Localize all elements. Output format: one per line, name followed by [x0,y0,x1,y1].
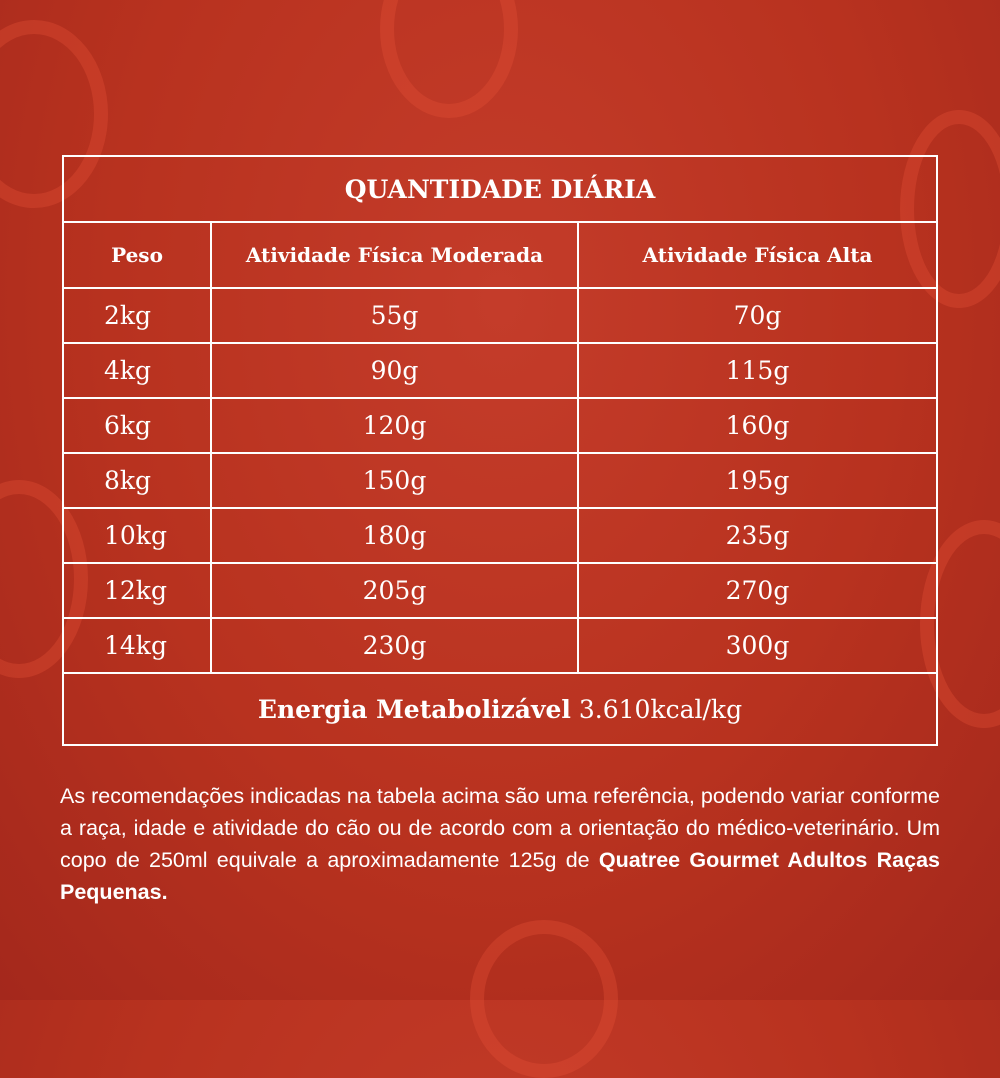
weight-cell: 2kg [63,288,211,343]
high-cell: 195g [578,453,937,508]
weight-cell: 6kg [63,398,211,453]
moderate-cell: 55g [211,288,578,343]
high-cell: 70g [578,288,937,343]
background-pattern [380,0,518,118]
daily-quantity-table [62,155,938,746]
table-title: QUANTIDADE DIÁRIA [63,156,937,222]
header-high: Atividade Física Alta [578,222,937,288]
header-moderate: Atividade Física Moderada [211,222,578,288]
header-weight: Peso [63,222,211,288]
high-cell: 300g [578,618,937,673]
moderate-cell: 180g [211,508,578,563]
moderate-cell: 150g [211,453,578,508]
energy-value: 3.610kcal/kg [578,694,743,724]
energy-row [63,673,937,745]
weight-cell: 12kg [63,563,211,618]
energy-label: Energia Metabolizável [257,694,571,724]
table-row [63,288,937,343]
table-row [63,563,937,618]
note-text: As recomendações indicadas na tabela acima são uma referência, podendo variar conforme a raça, idade e atividade do cão ou de acordo com a orientação do médico-veterinário. Um copo de 250ml equivale a aproximadamente 125g de [60,784,940,872]
table-row [63,508,937,563]
recommendation-note [60,780,940,908]
table-row [63,453,937,508]
moderate-cell: 205g [211,563,578,618]
weight-cell: 14kg [63,618,211,673]
high-cell: 160g [578,398,937,453]
weight-cell: 10kg [63,508,211,563]
high-cell: 270g [578,563,937,618]
weight-cell: 4kg [63,343,211,398]
moderate-cell: 230g [211,618,578,673]
table-row [63,343,937,398]
high-cell: 235g [578,508,937,563]
moderate-cell: 120g [211,398,578,453]
product-name: Quatree Gourmet Adultos Raças Pequenas. [60,848,940,904]
background-pattern [470,920,618,1078]
high-cell: 115g [578,343,937,398]
weight-cell: 8kg [63,453,211,508]
table-row [63,398,937,453]
table-row [63,618,937,673]
moderate-cell: 90g [211,343,578,398]
